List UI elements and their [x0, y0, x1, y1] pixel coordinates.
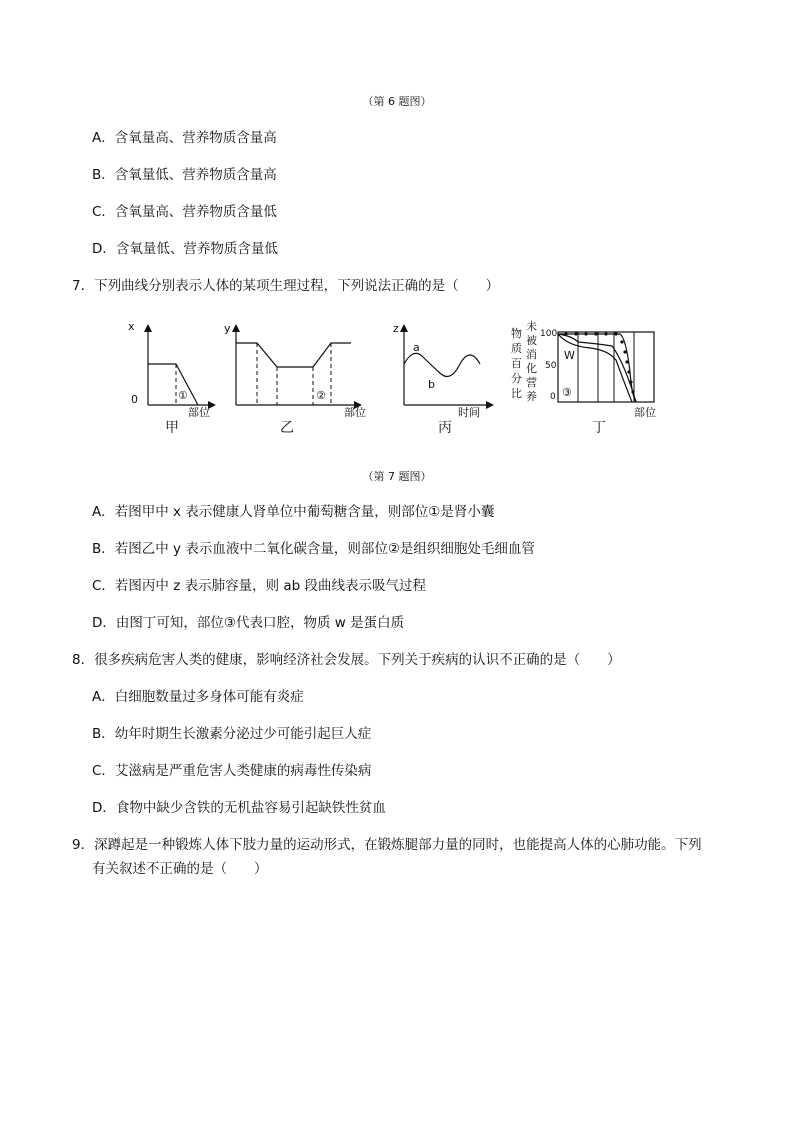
q6-figure-caption: （第 6 题图）: [362, 95, 432, 108]
ding-mid-label-1: 被: [526, 334, 537, 347]
ding-mid-label-0: 未: [526, 320, 537, 333]
ding-x-label: 部位: [634, 406, 656, 419]
graph-yi: [224, 322, 366, 436]
q8-option-d: D．食物中缺少含铁的无机盐容易引起缺铁性贫血: [92, 800, 386, 816]
jia-circle-label: ①: [178, 389, 188, 402]
ding-tick-0: 0: [550, 392, 556, 402]
ding-tick-50: 50: [545, 361, 557, 371]
jia-x-label: 部位: [188, 406, 210, 419]
q6-option-d: D．含氧量低、营养物质含量低: [92, 241, 278, 257]
ding-left-label-2: 百: [511, 357, 522, 370]
q7-option-c: C．若图丙中 z 表示肺容量，则 ab 段曲线表示吸气过程: [92, 578, 427, 594]
ding-mid-label-4: 营: [526, 376, 537, 389]
q9-stem-line1: 9．深蹲起是一种锻炼人体下肢力量的运动形式，在锻炼腿部力量的同时，也能提高人体的心肺功能。下列: [72, 837, 702, 853]
q6-option-b: B．含氧量低、营养物质含量高: [92, 167, 277, 183]
yi-x-label: 部位: [344, 406, 366, 419]
bing-x-label: 时间: [458, 406, 480, 419]
ding-name: 丁: [592, 420, 606, 436]
q6-option-a: A．含氧量高、营养物质含量高: [92, 130, 277, 146]
ding-left-label-3: 分: [511, 372, 522, 385]
q8-stem: 8．很多疾病危害人类的健康，影响经济社会发展。下列关于疾病的认识不正确的是（ ）: [72, 652, 621, 668]
graph-jia: [128, 320, 214, 436]
ding-mid-label-3: 化: [526, 362, 537, 375]
q7-option-b: B．若图乙中 y 表示血液中二氧化碳含量，则部位②是组织细胞处毛细血管: [92, 541, 535, 557]
ding-left-label-4: 比: [511, 387, 522, 400]
ding-tick-100: 100: [540, 329, 558, 339]
yi-y-label: y: [224, 322, 231, 335]
q7-figure: [0, 312, 794, 442]
graph-bing: [393, 322, 492, 436]
bing-y-label: z: [393, 322, 399, 335]
ding-left-label-1: 质: [511, 342, 522, 355]
yi-circle-label: ②: [316, 389, 326, 402]
q7-option-a: A．若图甲中 x 表示健康人肾单位中葡萄糖含量，则部位①是肾小囊: [92, 504, 495, 520]
q7-option-d: D．由图丁可知，部位③代表口腔，物质 w 是蛋白质: [92, 615, 405, 631]
q8-option-c: C．艾滋病是严重危害人类健康的病毒性传染病: [92, 763, 372, 779]
q8-option-a: A．白细胞数量过多身体可能有炎症: [92, 689, 304, 705]
jia-name: 甲: [165, 420, 179, 436]
ding-mid-label-5: 养: [526, 390, 537, 403]
yi-name: 乙: [280, 420, 294, 436]
jia-origin-label: 0: [131, 393, 138, 406]
graph-ding: [511, 319, 656, 436]
ding-left-label-0: 物: [511, 327, 522, 340]
q8-option-b: B．幼年时期生长激素分泌过少可能引起巨人症: [92, 726, 372, 742]
jia-y-label: x: [128, 320, 135, 333]
q6-option-c: C．含氧量高、营养物质含量低: [92, 204, 277, 220]
q7-stem: 7．下列曲线分别表示人体的某项生理过程，下列说法正确的是（ ）: [72, 278, 500, 294]
ding-circle-label: ③: [562, 386, 572, 399]
bing-label-a: a: [413, 341, 420, 354]
q9-stem-line2: 有关叙述不正确的是（ ）: [92, 861, 268, 877]
bing-label-b: b: [428, 378, 435, 391]
q7-figure-caption: （第 7 题图）: [362, 470, 432, 483]
bing-name: 丙: [438, 420, 452, 436]
ding-w-label: W: [564, 349, 575, 362]
ding-mid-label-2: 消: [526, 348, 537, 361]
